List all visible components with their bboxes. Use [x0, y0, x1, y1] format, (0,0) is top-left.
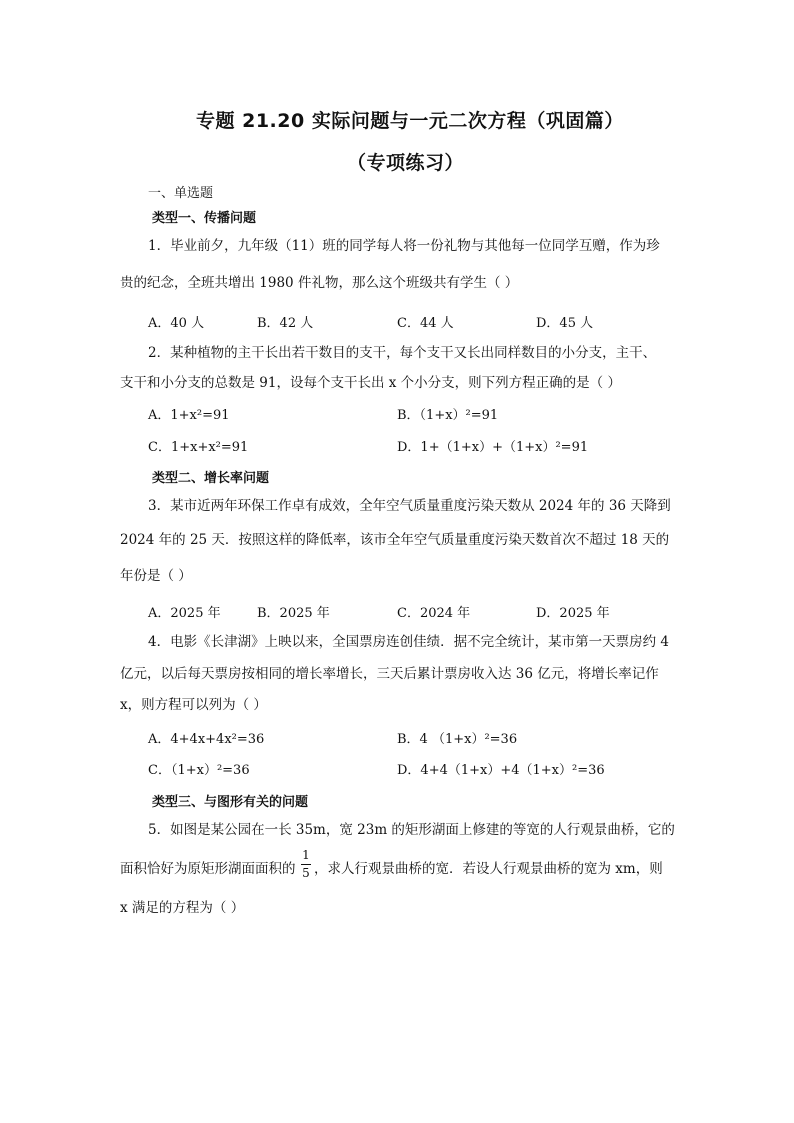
q3-line-2: 2024 年的 25 天．按照这样的降低率，该市全年空气质量重度污染天数首次不超过 18 天的 — [120, 532, 670, 548]
q3-option-a: A．2025 年 — [148, 606, 221, 621]
q2-option-b: B．（1+x）²=91 — [397, 408, 499, 423]
q2-option-a: A．1+x²=91 — [148, 408, 230, 423]
q3-line-3: 年份是（ ） — [120, 568, 192, 584]
q2-option-c: C．1+x+x²=91 — [148, 440, 249, 455]
fraction-bar — [301, 864, 311, 865]
q3-option-c: C．2024 年 — [397, 606, 471, 621]
q1-option-c: C．44 人 — [397, 316, 454, 331]
q4-line-3: x，则方程可以列为（ ） — [120, 697, 267, 713]
q1-option-b: B．42 人 — [257, 316, 314, 331]
q5-line-3: x 满足的方程为（ ） — [120, 900, 245, 916]
q3-line-1: 3．某市近两年环保工作卓有成效，全年空气质量重度污染天数从 2024 年的 36 天降到 — [148, 498, 671, 514]
document-subtitle: （专项练习） — [347, 152, 465, 174]
type-heading-3: 类型三、与图形有关的问题 — [152, 795, 309, 810]
q3-option-b: B．2025 年 — [257, 606, 330, 621]
document-title: 专题 21.20 实际问题与一元二次方程（巩固篇） — [196, 110, 624, 132]
q4-line-2: 亿元，以后每天票房按相同的增长率增长，三天后累计票房收入达 36 亿元，将增长率记作 — [120, 666, 659, 682]
q4-option-b: B．4 （1+x）²=36 — [397, 732, 518, 747]
q5-line-2a: 面积恰好为原矩形湖面面积的 — [120, 861, 296, 877]
q1-option-a: A．40 人 — [148, 316, 205, 331]
q4-option-d: D．4+4（1+x）+4（1+x）²=36 — [397, 763, 605, 778]
q4-line-1: 4．电影《长津湖》上映以来，全国票房连创佳绩．据不完全统计，某市第一天票房约 4 — [148, 634, 669, 650]
q1-option-d: D．45 人 — [536, 316, 594, 331]
q1-line-2: 贵的纪念，全班共增出 1980 件礼物，那么这个班级共有学生（ ） — [120, 275, 519, 291]
q2-line-1: 2．某种植物的主干长出若干数目的支干，每个支干又长出同样数目的小分支，主干、 — [148, 345, 657, 361]
fraction-denominator: 5 — [302, 866, 310, 880]
q5-line-2b: ，求人行观景曲桥的宽．若设人行观景曲桥的宽为 xm，则 — [314, 861, 663, 877]
q2-line-2: 支干和小分支的总数是 91，设每个支干长出 x 个小分支，则下列方程正确的是（ ） — [120, 375, 621, 391]
q4-option-a: A．4+4x+4x²=36 — [148, 732, 265, 747]
type-heading-1: 类型一、传播问题 — [152, 211, 257, 226]
q4-option-c: C．（1+x）²=36 — [148, 763, 250, 778]
q5-line-1: 5．如图是某公园在一长 35m，宽 23m 的矩形湖面上修建的等宽的人行观景曲桥，它的 — [148, 822, 675, 838]
type-heading-2: 类型二、增长率问题 — [152, 471, 270, 486]
section-heading: 一、单选题 — [148, 186, 214, 201]
q2-option-d: D．1+（1+x）+（1+x）²=91 — [397, 440, 589, 455]
fraction-numerator: 1 — [302, 848, 310, 862]
q1-line-1: 1．毕业前夕，九年级（11）班的同学每人将一份礼物与其他每一位同学互赠，作为珍 — [148, 238, 660, 254]
q3-option-d: D．2025 年 — [536, 606, 610, 621]
